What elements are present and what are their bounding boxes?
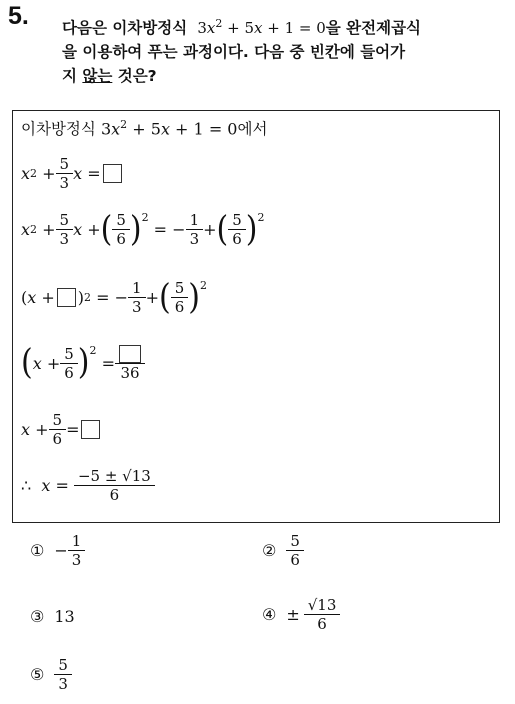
step4-fraction: $\frac{5}{6}$ — [62, 345, 76, 382]
choice-1[interactable]: ① − $\frac{1}{3}$ — [30, 532, 85, 569]
step5-fraction: $\frac{5}{6}$ — [51, 411, 65, 448]
step1-fraction: $\frac{5}{3}$ — [58, 155, 72, 192]
step3-fraction-b: $\frac{5}{6}$ — [173, 279, 187, 316]
question-text-part2: 을 완전제곱식 — [325, 19, 422, 37]
blank-box — [103, 164, 122, 183]
question-text-line2: 을 이용하여 푸는 과정이다. 다음 중 빈칸에 들어가 — [62, 43, 406, 61]
blank-box — [81, 420, 100, 439]
step-4: ( x + $\frac{5}{6}$ ) 2 = 36 — [21, 344, 145, 382]
step-5: x + $\frac{5}{6}$ = — [21, 411, 102, 448]
question-text — [62, 12, 502, 88]
solution-box — [12, 110, 500, 523]
choice-3[interactable]: ③ 13 — [30, 607, 75, 626]
blank-box — [119, 345, 141, 363]
blank-box — [57, 288, 76, 307]
question-text-part1: 다음은 이차방정식 — [62, 19, 188, 37]
choice-4[interactable]: ④ ± $\frac{√13}{6}$ — [262, 596, 340, 633]
step2-fraction-a: $\frac{5}{3}$ — [58, 211, 72, 248]
solution-intro — [21, 117, 267, 139]
step2-fraction-c: $\frac{1}{3}$ — [188, 211, 202, 248]
step-3: ( x + ) 2 = − $\frac{1}{3}$ + ( $\frac{5}{6}$ ) 2 — [21, 276, 207, 318]
question-equation: $3x^2 + 5x + 1 = 0$ — [192, 17, 326, 37]
choice-2[interactable]: ② $\frac{5}{6}$ — [262, 532, 304, 569]
intro-label: 이차방정식 — [21, 120, 96, 138]
question-text-line3a: 지 — [62, 67, 83, 85]
therefore-symbol: ∴ — [21, 476, 32, 495]
step3-fraction-a: $\frac{1}{3}$ — [130, 279, 144, 316]
step4-rhs-fraction: 36 — [117, 344, 143, 382]
intro-equation: $3x^2 + 5x + 1 = 0$ — [95, 117, 238, 139]
step2-fraction-d: $\frac{5}{6}$ — [230, 211, 244, 248]
solution-fraction: $\frac{-5 \pm √13}{6}$ — [76, 467, 153, 504]
choice-5[interactable]: ⑤ $\frac{5}{3}$ — [30, 656, 72, 693]
intro-suffix: 에서 — [237, 120, 268, 138]
question-text-underlined: 않는 — [82, 67, 113, 85]
step-1: x 2 + $\frac{5}{3}$ x = — [21, 155, 124, 192]
step2-fraction-b: $\frac{5}{6}$ — [114, 211, 128, 248]
question-text-line3b: 것은? — [112, 67, 157, 85]
step-2: x 2 + $\frac{5}{3}$ x + ( $\frac{5}{6}$ ) 2 = − $\frac{1}{3}$ + ( $\frac{5}{6}$ ) 2 — [21, 208, 265, 250]
question-number: 5. — [8, 2, 29, 30]
step-6: ∴ x = $\frac{-5 \pm √13}{6}$ — [21, 467, 155, 504]
